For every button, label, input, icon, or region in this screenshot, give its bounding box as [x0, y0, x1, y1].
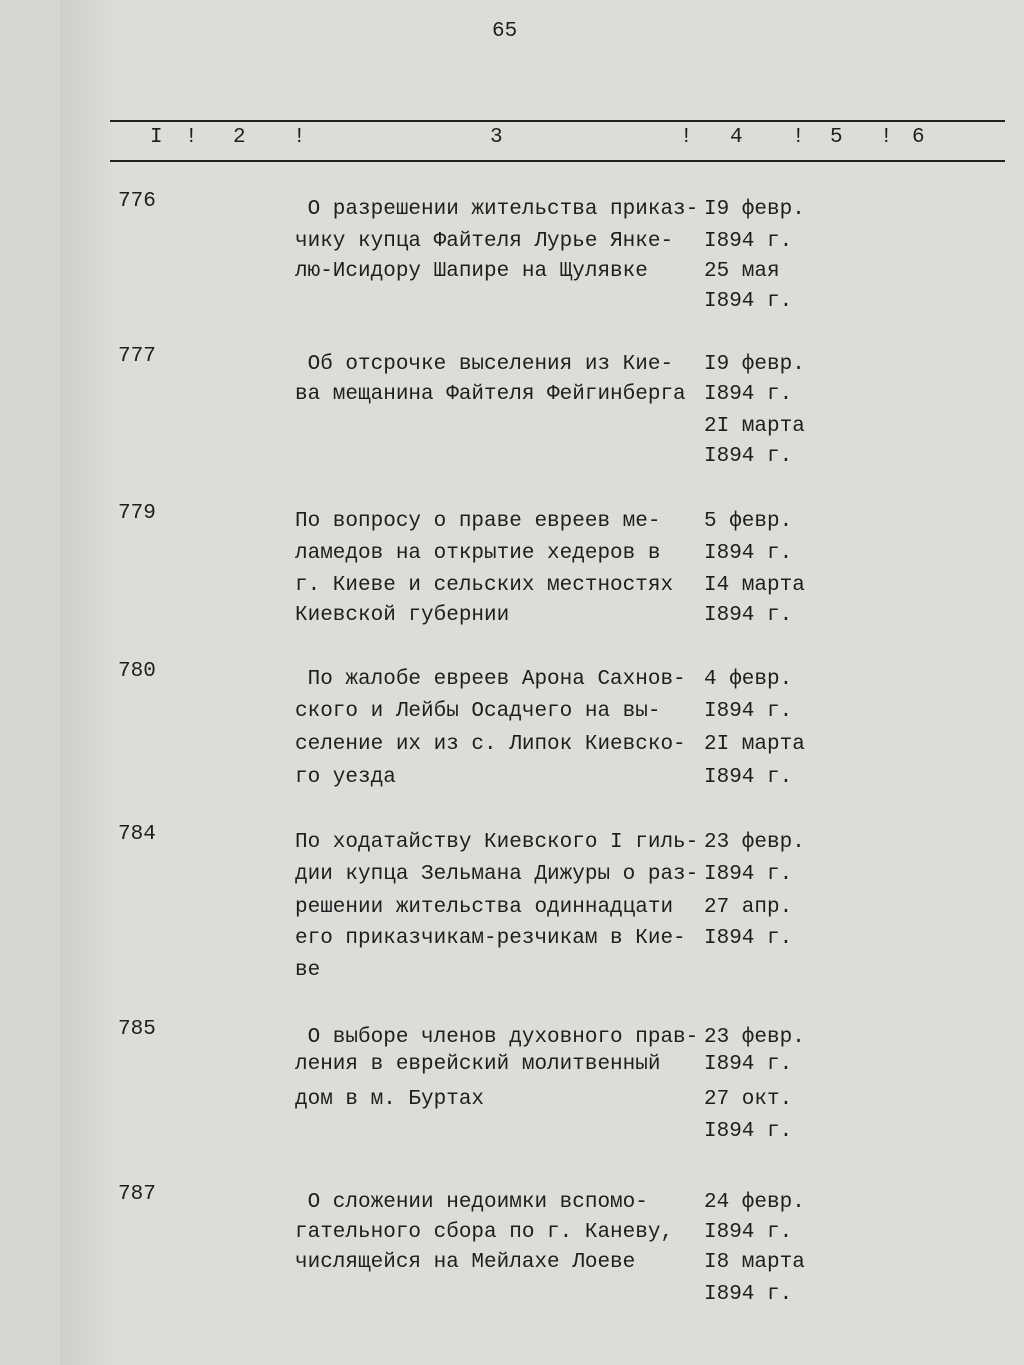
column-separator: ! [680, 126, 693, 149]
entry-text-line: По жалобе евреев Арона Сахнов- [295, 668, 686, 691]
header-bottom-rule [110, 160, 1005, 162]
column-header: I [150, 126, 163, 149]
entry-text-line: О сложении недоимки вспомо- [295, 1191, 648, 1214]
entry-date: I894 г. [704, 542, 793, 565]
entry-text-line: числящейся на Мейлахе Лоеве [295, 1251, 636, 1274]
entry-text-line: дом в м. Буртах [295, 1088, 485, 1111]
entry-date: I894 г. [704, 1283, 793, 1306]
entry-date: 25 мая [704, 260, 780, 283]
entry-date: 27 окт. [704, 1088, 793, 1111]
entry-number: 780 [118, 660, 156, 683]
column-separator: ! [792, 126, 805, 149]
entry-date: I894 г. [704, 863, 793, 886]
entry-date: I894 г. [704, 290, 793, 313]
entry-text-line: По ходатайству Киевского I гиль- [295, 831, 699, 854]
entry-text-line: г. Киеве и сельских местностях [295, 574, 674, 597]
header-top-rule [110, 120, 1005, 122]
column-separator: ! [185, 126, 198, 149]
entry-text-line: О разрешении жительства приказ- [295, 198, 699, 221]
entry-text-line: ламедов на открытие хедеров в [295, 542, 661, 565]
entry-text-line: Об отсрочке выселения из Кие- [295, 353, 674, 376]
entry-text-line: дии купца Зельмана Дижуры о раз- [295, 863, 699, 886]
entry-text-line: ского и Лейбы Осадчего на вы- [295, 700, 661, 723]
entry-date: 23 февр. [704, 831, 805, 854]
entry-date: 24 февр. [704, 1191, 805, 1214]
column-header: 2 [233, 126, 246, 149]
entry-date: I9 февр. [704, 353, 805, 376]
entry-date: I894 г. [704, 383, 793, 406]
entry-number: 784 [118, 823, 156, 846]
entry-date: I9 февр. [704, 198, 805, 221]
entry-text-line: гательного сбора по г. Каневу, [295, 1221, 674, 1244]
entry-text-line: решении жительства одиннадцати [295, 896, 674, 919]
entry-text-line: лю-Исидору Шапире на Щулявке [295, 260, 648, 283]
entry-date: I894 г. [704, 445, 793, 468]
entry-date: I4 марта [704, 574, 805, 597]
entry-date: 2I марта [704, 733, 805, 756]
entry-number: 785 [118, 1018, 156, 1041]
page-number: 65 [492, 20, 518, 43]
entry-date: I8 марта [704, 1251, 805, 1274]
entry-date: 23 февр. [704, 1026, 805, 1049]
entry-text-line: ления в еврейский молитвенный [295, 1053, 661, 1076]
entry-date: I894 г. [704, 927, 793, 950]
column-separator: ! [880, 126, 893, 149]
entry-text-line: го уезда [295, 766, 396, 789]
entry-date: I894 г. [704, 230, 793, 253]
entry-number: 787 [118, 1183, 156, 1206]
entry-date: I894 г. [704, 1120, 793, 1143]
column-header: 6 [912, 126, 925, 149]
entry-text-line: селение их из с. Липок Киевско- [295, 733, 686, 756]
entry-date: I894 г. [704, 1053, 793, 1076]
entry-text-line: чику купца Файтеля Лурье Янке- [295, 230, 674, 253]
entry-text-line: По вопросу о праве евреев ме- [295, 510, 661, 533]
entry-number: 779 [118, 502, 156, 525]
column-header: 4 [730, 126, 743, 149]
entry-date: 4 февр. [704, 668, 793, 691]
entry-text-line: О выборе членов духовного прав- [295, 1026, 699, 1049]
entry-date: I894 г. [704, 700, 793, 723]
entry-text-line: ве [295, 959, 321, 982]
entry-text-line: ва мещанина Файтеля Фейгинберга [295, 383, 686, 406]
entry-date: 27 апр. [704, 896, 793, 919]
entry-text-line: Киевской губернии [295, 604, 510, 627]
entry-date: 5 февр. [704, 510, 793, 533]
entry-number: 777 [118, 345, 156, 368]
entry-text-line: его приказчикам-резчикам в Кие- [295, 927, 686, 950]
column-header: 5 [830, 126, 843, 149]
column-header: 3 [490, 126, 503, 149]
entry-number: 776 [118, 190, 156, 213]
entry-date: I894 г. [704, 766, 793, 789]
column-separator: ! [293, 126, 306, 149]
entry-date: I894 г. [704, 604, 793, 627]
entry-date: I894 г. [704, 1221, 793, 1244]
entry-date: 2I марта [704, 415, 805, 438]
